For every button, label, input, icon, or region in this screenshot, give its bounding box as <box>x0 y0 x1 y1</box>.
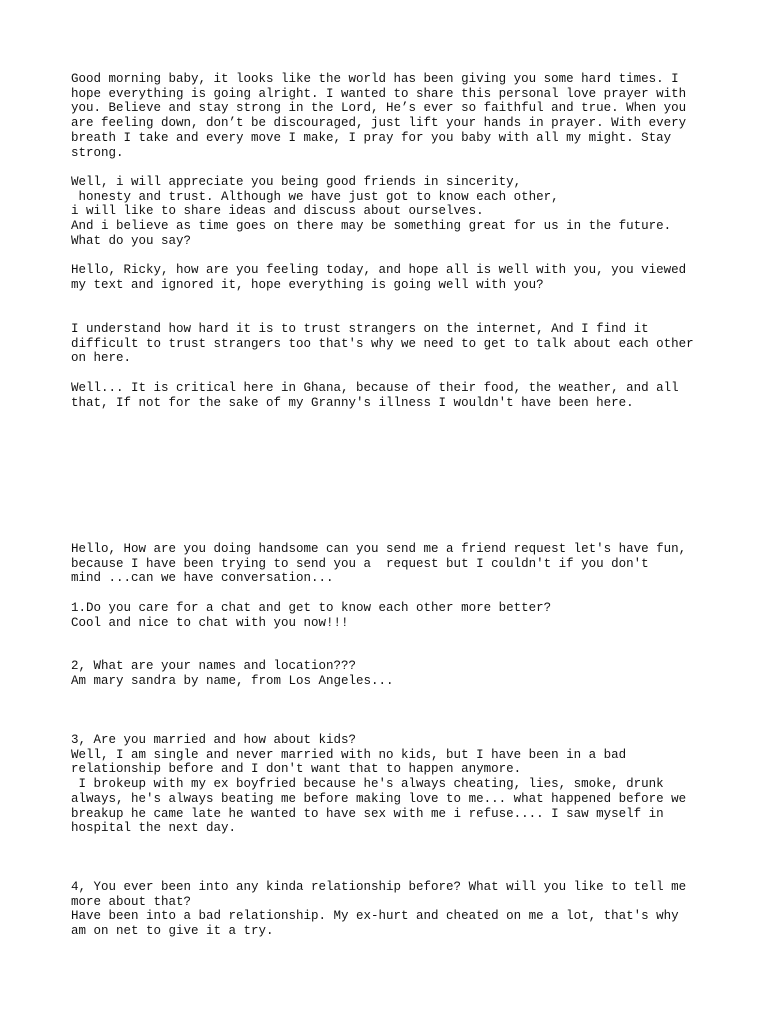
paragraph-ghana: Well... It is critical here in Ghana, because of their food, the weather, and all that, If not for the sake of my Granny's illness I wouldn't have been here. <box>71 381 679 410</box>
paragraph-question-1: 1.Do you care for a chat and get to know each other more better? Cool and nice to chat with you now!!! <box>71 601 552 630</box>
paragraph-question-3: 3, Are you married and how about kids? Well, I am single and never married with no kids, but I have been in a bad relationship before and I don't want that to happen anymore. I brokeup with my ex boyfried because he's always cheating, lies, smoke, drunk always, he's always beating me before making love to me... what happened before we breakup he came late he wanted to have sex with me i refuse.... I saw myself in hospital the next day. <box>71 733 687 836</box>
paragraph-question-2: 2, What are your names and location??? Am mary sandra by name, from Los Angeles... <box>71 659 394 688</box>
paragraph-friend-request: Hello, How are you doing handsome can you send me a friend request let's have fun, because I have been trying to send you a request but I couldn't if you don't mind ...can we have conversation... <box>71 542 687 586</box>
paragraph-trust-strangers: I understand how hard it is to trust strangers on the internet, And I find it difficult to trust strangers too that's why we need to get to talk about each other on here. <box>71 322 694 366</box>
paragraph-hello-ricky: Hello, Ricky, how are you feeling today, and hope all is well with you, you viewed my text and ignored it, hope everything is going well with you? <box>71 263 687 292</box>
paragraph-love-prayer: Good morning baby, it looks like the world has been giving you some hard times. I hope everything is going alright. I wanted to share this personal love prayer with you. Believe and stay strong in the Lord, He’s ever so faithful and true. When you are feeling down, don’t be discouraged, just lift your hands in prayer. With every breath I take and every move I make, I pray for you baby with all my might. Stay strong. <box>71 72 687 160</box>
paragraph-good-friends: Well, i will appreciate you being good friends in sincerity, honesty and trust. Although we have just got to know each other, i will like to share ideas and discuss about ourselves. And i believe as time goes on there may be something great for us in the future. What do you say? <box>71 175 672 248</box>
paragraph-question-4: 4, You ever been into any kinda relationship before? What will you like to tell me more about that? Have been into a bad relationship. My ex-hurt and cheated on me a lot, that's why am on net to give it a try. <box>71 880 687 939</box>
